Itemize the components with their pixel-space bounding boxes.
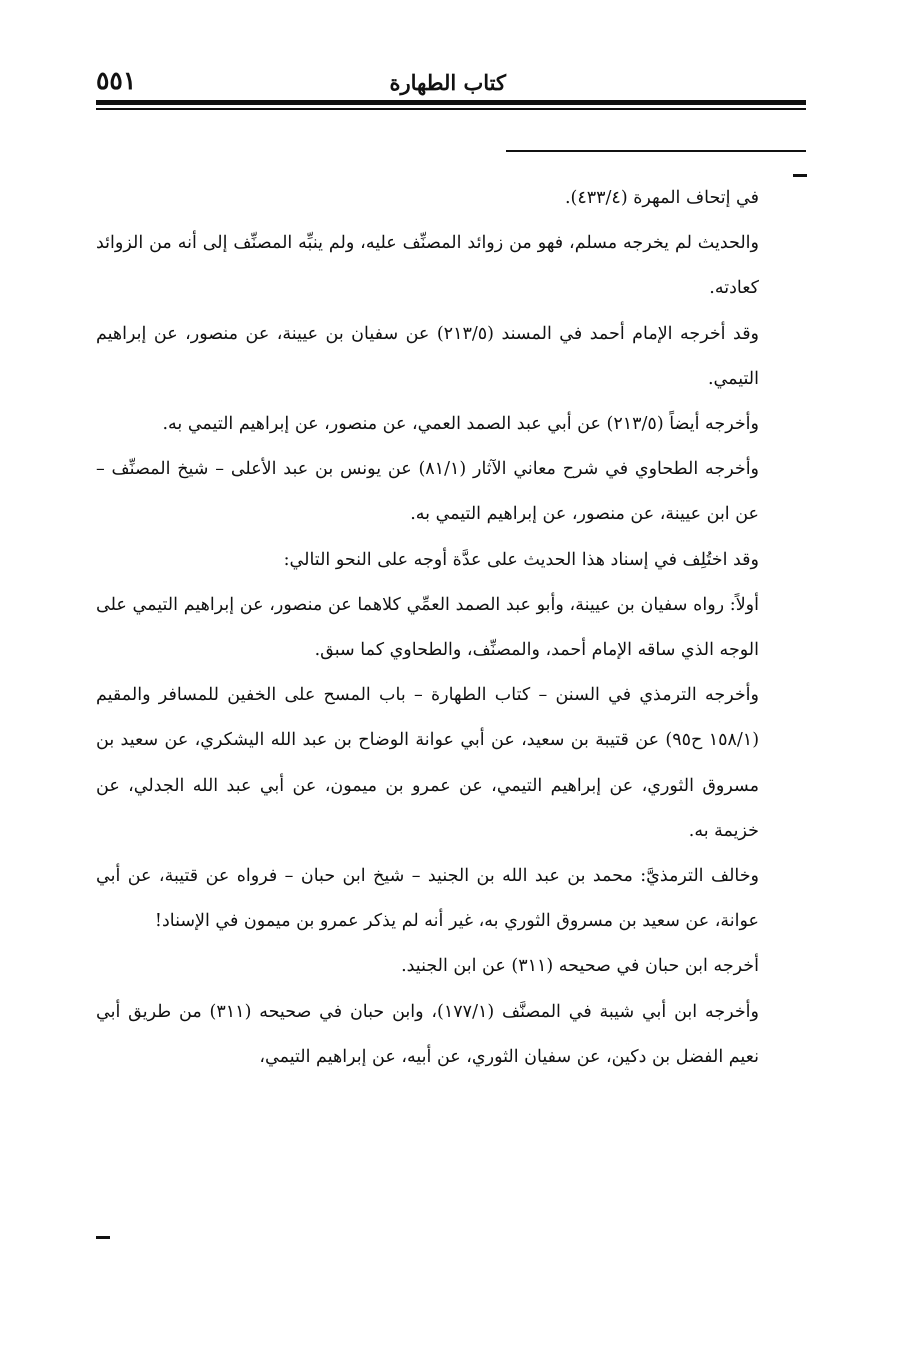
paragraph: وأخرجه ابن أبي شيبة في المصنَّف (١٧٧/١)، وابن حبان في صحيحه (٣١١) من طريق أبي نعيم الفضل بن دكين، عن سفيان الثوري، عن أبيه، عن إبراهيم التيمي،: [96, 1001, 759, 1067]
continuation-mark-top: [793, 174, 807, 177]
paragraph: وأخرجه أيضاً (٢١٣/٥) عن أبي عبد الصمد العمي، عن منصور، عن إبراهيم التيمي به.: [162, 414, 759, 435]
paragraph: وقد اختُلِف في إسناد هذا الحديث على عدَّة أوجه على النحو التالي:: [283, 549, 759, 570]
header-rule-thick: [96, 100, 806, 105]
paragraph: وقد أخرجه الإمام أحمد في المسند (٢١٣/٥) عن سفيان بن عيينة، عن منصور، عن إبراهيم التيمي.: [96, 323, 760, 389]
paragraph: وأخرجه الترمذي في السنن – كتاب الطهارة – باب المسح على الخفين للمسافر والمقيم (١٥٨/١ ح٩٥) عن قتيبة بن سعيد، عن أبي عوانة الوضاح بن عبد الله اليشكري، عن سعيد بن مسروق الثوري، عن إبراهيم التيمي، عن عمرو بن ميمون، عن أبي عبد الله الجدلي، عن خزيمة به.: [96, 685, 760, 841]
page-number: ٥٥١: [96, 66, 137, 95]
paragraph: أولاً: رواه سفيان بن عيينة، وأبو عبد الصمد العمِّي كلاهما عن منصور، عن إبراهيم التيمي على الوجه الذي ساقه الإمام أحمد، والمصنِّف، والطحاوي كما سبق.: [96, 594, 759, 661]
footnote-body: [96, 176, 759, 1080]
running-title: كتاب الطهارة: [389, 70, 506, 95]
paragraph: وأخرجه الطحاوي في شرح معاني الآثار (٨١/١) عن يونس بن عبد الأعلى – شيخ المصنِّف – عن ابن عيينة، عن منصور، عن إبراهيم التيمي به.: [96, 459, 760, 525]
continuation-mark-bottom: [96, 1236, 110, 1239]
paragraph: وخالف الترمذيَّ: محمد بن عبد الله بن الجنيد – شيخ ابن حبان – فرواه عن قتيبة، عن أبي عوانة، عن سعيد بن مسروق الثوري به، غير أنه لم يذكر عمرو بن ميمون في الإسناد!: [96, 866, 759, 932]
header-rule-thin: [96, 108, 806, 110]
paragraph: والحديث لم يخرجه مسلم، فهو من زوائد المصنِّف عليه، ولم ينبِّه المصنِّف إلى أنه من الزوائد كعادته.: [96, 233, 759, 299]
paragraph: أخرجه ابن حبان في صحيحه (٣١١) عن ابن الجنيد.: [401, 956, 759, 977]
page-header: [96, 60, 806, 100]
footnote-separator: [506, 150, 806, 152]
paragraph: في إتحاف المهرة (٤٣٣/٤).: [564, 188, 759, 208]
